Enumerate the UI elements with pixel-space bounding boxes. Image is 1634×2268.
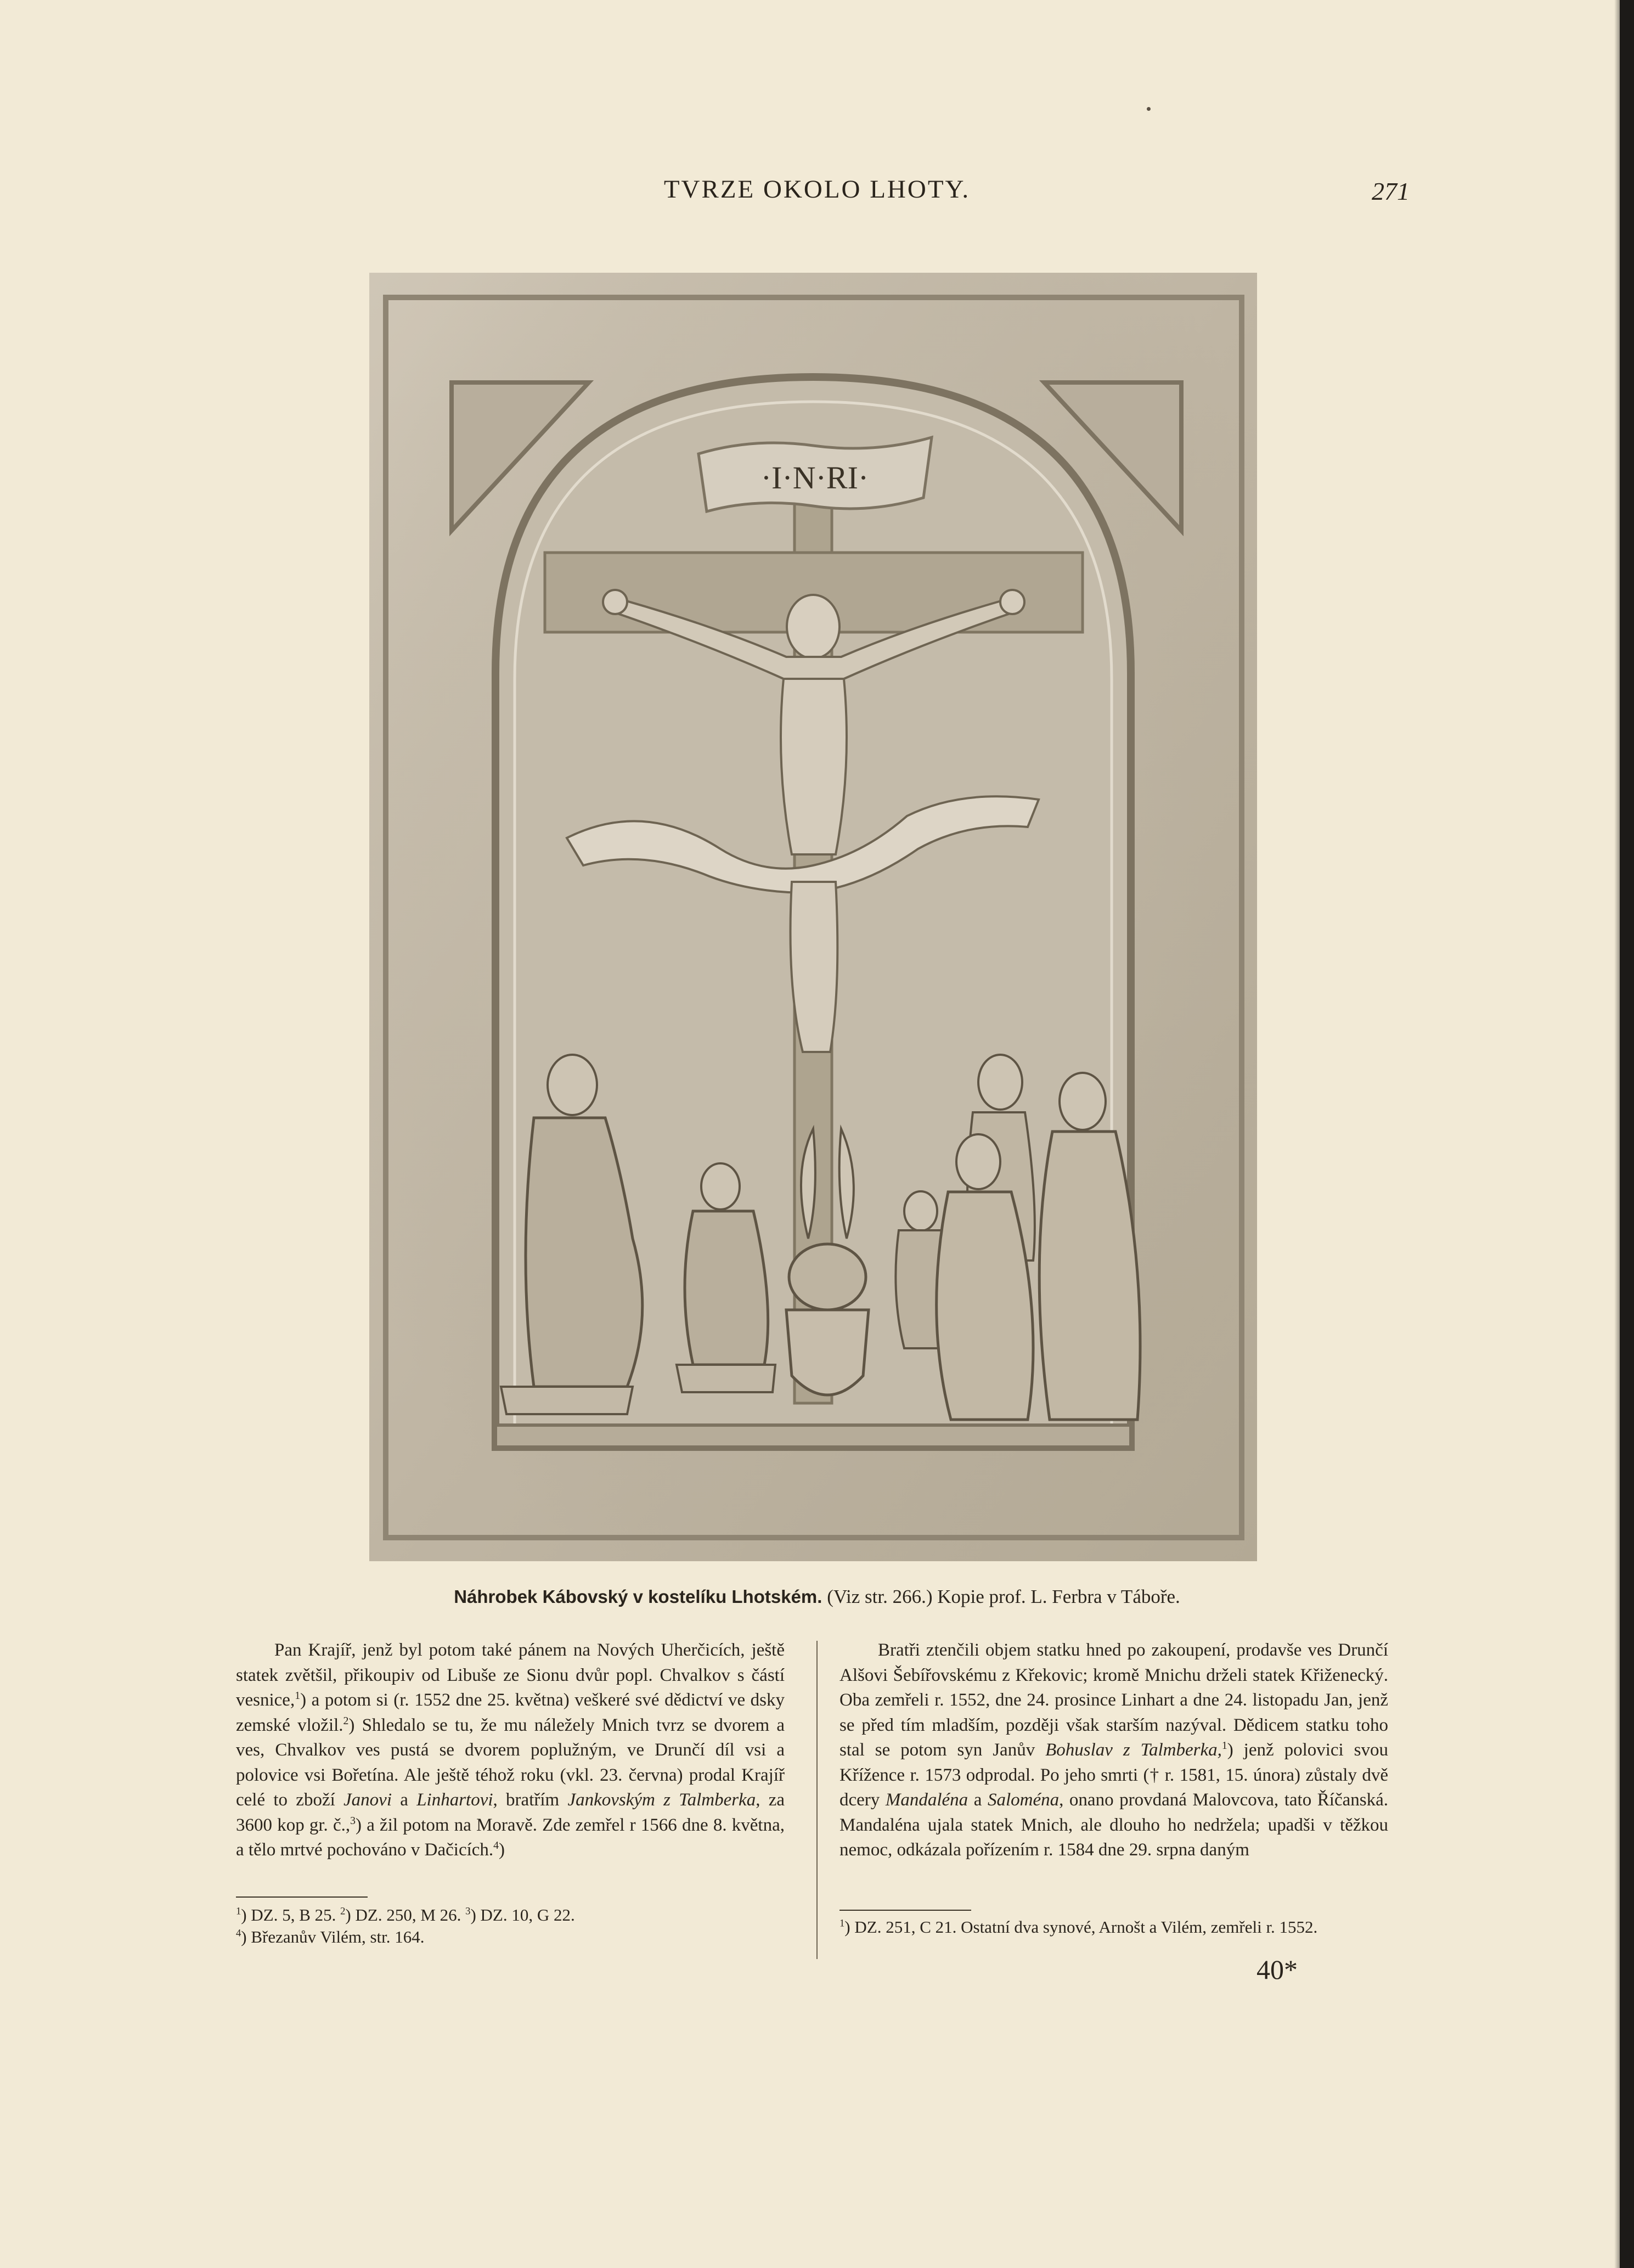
footnote-line: $^1$) DZ. 251, C 21. Ostatní dva synové, Arnošt a Vilém, zemřeli r. 1552. xyxy=(839,1917,1318,1937)
footnote-line: $^4$) Březanův Vilém, str. 164. xyxy=(236,1927,425,1946)
inri-inscription: ·I·N·RI· xyxy=(760,460,869,496)
page-number: 271 xyxy=(1372,177,1410,205)
right-footnote-rule xyxy=(839,1910,971,1911)
caption-title: Náhrobek Kábovský v kostelíku Lhotském. xyxy=(454,1586,822,1607)
column-divider xyxy=(816,1641,818,1959)
figure-caption xyxy=(0,1586,1634,1608)
right-footnotes xyxy=(839,1916,1388,1938)
ink-speck xyxy=(1147,107,1151,111)
page-edge-shadow xyxy=(1614,0,1620,2268)
right-column xyxy=(839,1638,1388,1863)
page-edge xyxy=(1620,0,1634,2268)
left-footnote-rule xyxy=(236,1896,368,1898)
caption-credit: (Viz str. 266.) Kopie prof. L. Ferbra v Táboře. xyxy=(827,1586,1180,1607)
tomb-relief-illustration xyxy=(369,273,1257,1561)
left-column xyxy=(236,1638,785,1863)
signature-mark: 40* xyxy=(1257,1954,1298,1985)
left-paragraph: Pan Krajíř, jenž byl potom také pánem na Nových Uherčicích, ještě statek zvětšil, přikoupiv od Libuše ze Sionu dvůr popl. Chvalkov s částí vesnice,$^1$) a potom si (r. 1552 dne 25. května) veškeré své dědictví ve dsky zemské vložil.$^2$) Shledalo se tu, že mu náležely Mnich tvrz se dvorem a ves, Chvalkov ves pustá se dvorem poplužným, ve Drunčí díl vsi a polovice vsi Bořetína. Ale ještě téhož roku (vkl. 23. června) prodal Krajíř celé to zboží Janovi a Linhartovi, bratřím Jankovským z Talmberka, za 3600 kop gr. č.,$^3$) a žil potom na Moravě. Zde zemřel r 1566 dne 8. května, a tělo mrtvé pochováno v Dačicích.$^4$) xyxy=(236,1640,785,1860)
left-footnotes xyxy=(236,1904,785,1948)
right-paragraph: Bratři ztenčili objem statku hned po zakoupení, prodavše ves Drunčí Alšovi Šebířovskému z Křekovic; kromě Mnichu drželi statek Křiženecký. Oba zemřeli r. 1552, dne 24. prosince Linhart a dne 24. listopadu Jan, jenž se před tím mladším, později však starším nazýval. Dědicem statku toho stal se potom syn Janův Bohuslav z Talmberka,$^1$) jenž polovici svou Křížence r. 1573 odprodal. Po jeho smrti († r. 1581, 15. února) zůstaly dvě dcery Mandaléna a Saloména, onano provdaná Malovcova, tato Říčanská. Mandaléna ujala statek Mnich, ale dlouho ho nedržela; upadši v těžkou nemoc, odkázala pořízením r. 1584 dne 29. srpna daným xyxy=(839,1640,1389,1860)
running-head: TVRZE OKOLO LHOTY. xyxy=(663,175,971,204)
footnote-line: $^1$) DZ. 5, B 25. $^2$) DZ. 250, M 26. $^3$) DZ. 10, G 22. xyxy=(236,1905,575,1924)
